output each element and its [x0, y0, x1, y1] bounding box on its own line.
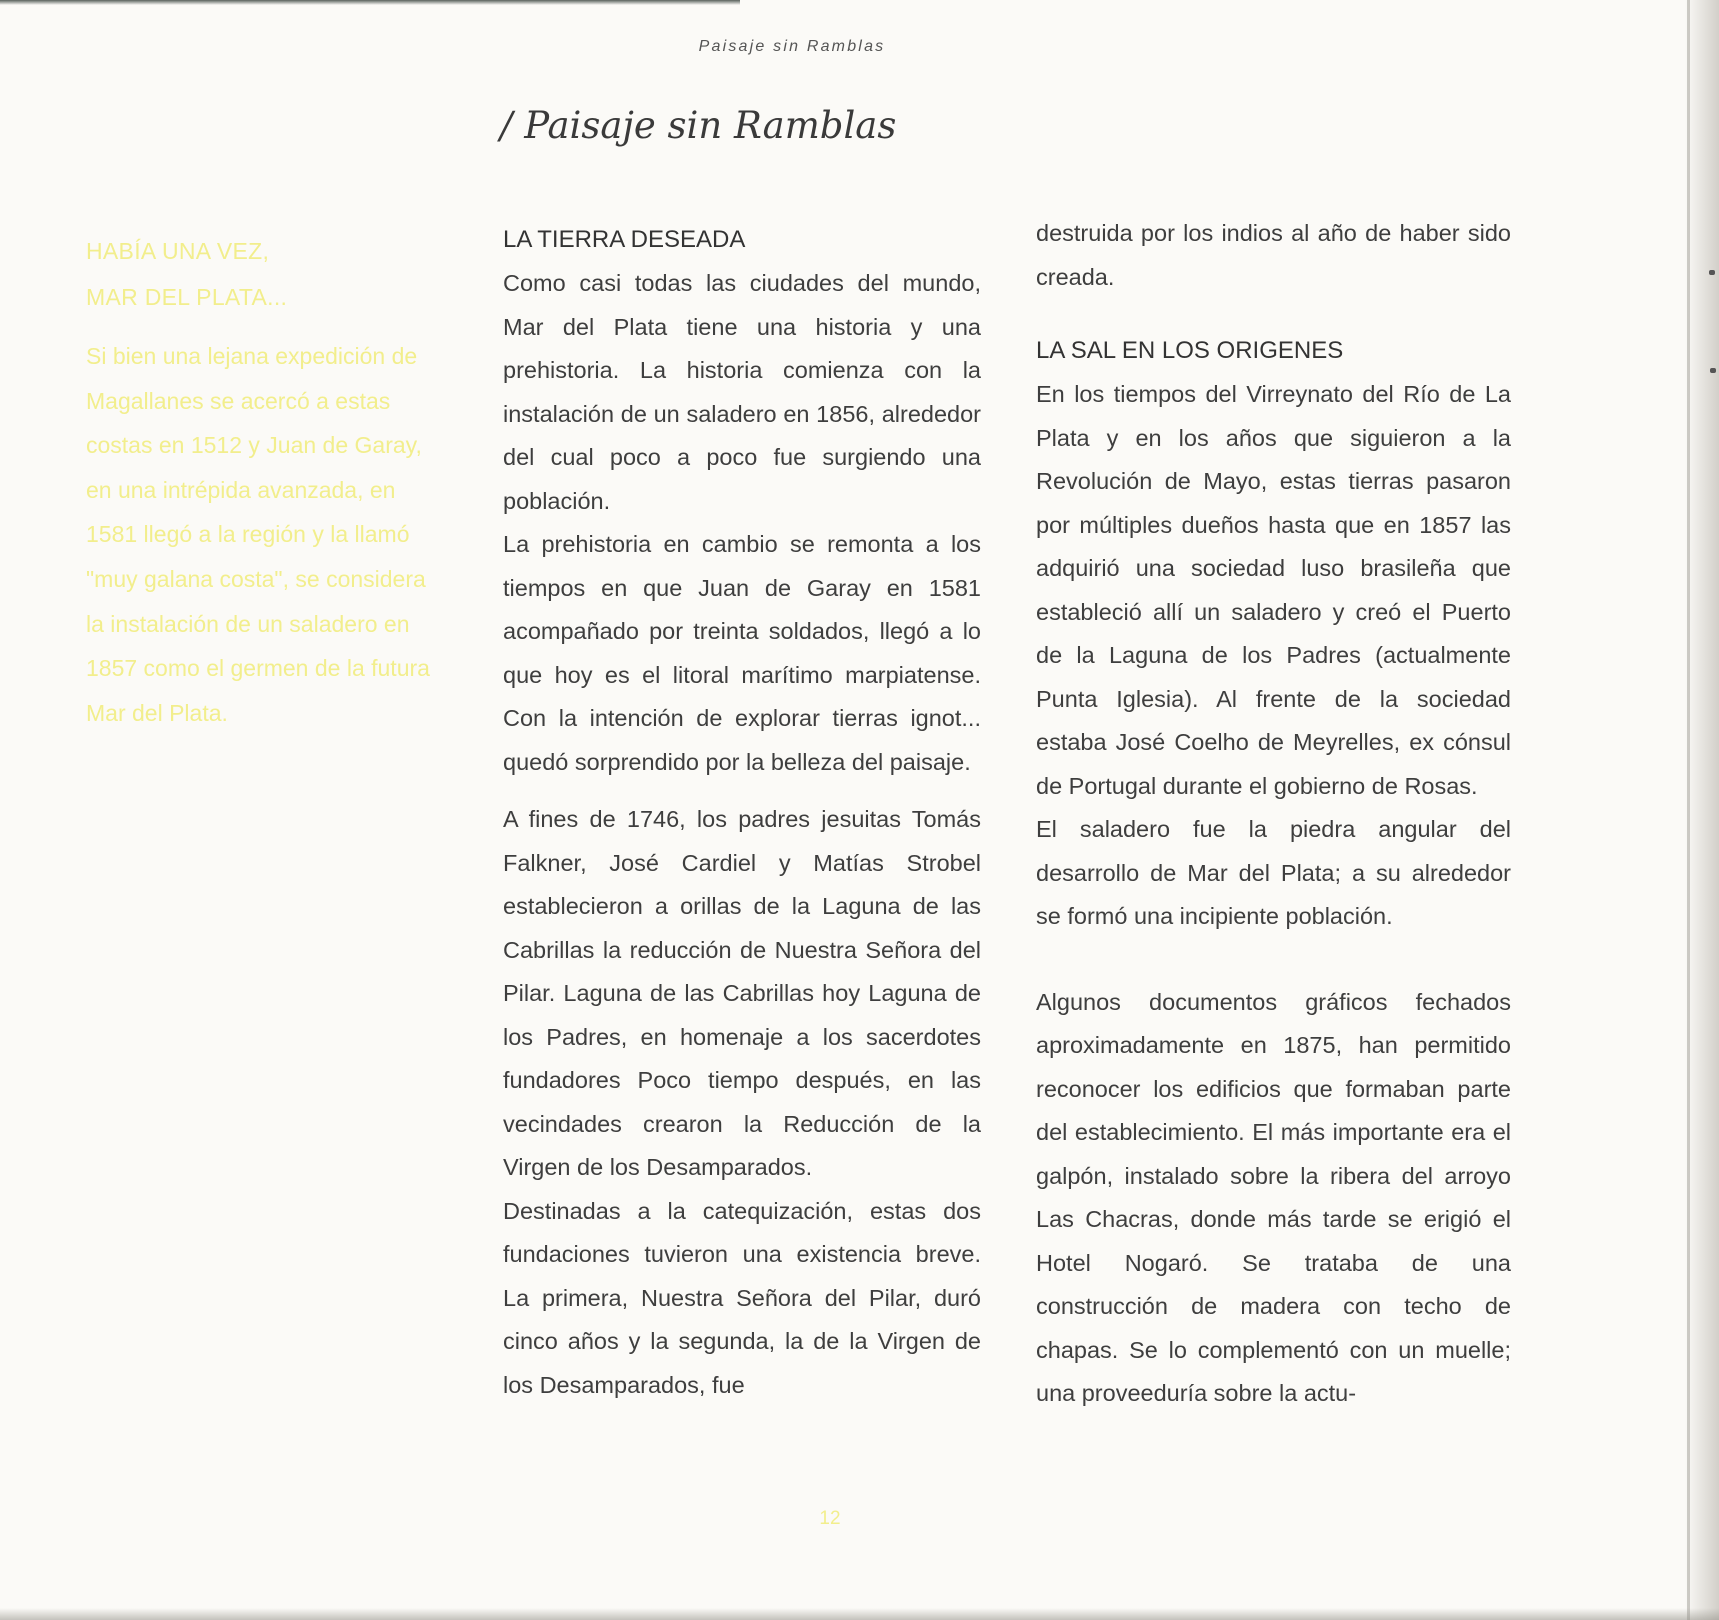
- page-bottom-shadow: [0, 1608, 1719, 1620]
- margin-mark: [1709, 270, 1715, 275]
- page-gutter-shadow: [1685, 0, 1719, 1620]
- paragraph-gap: [1036, 299, 1511, 329]
- page-title: / Paisaje sin Ramblas: [500, 104, 897, 147]
- paragraph: A fines de 1746, los padres jesuitas Tomás Falkner, José Cardiel y Matías Strobel establecieron a orillas de la Laguna de las Cabrillas la reducción de Nuestra Señora del Pilar. Laguna de las Cabrillas hoy Laguna de los Padres, en homenaje a los sacerdotes fundadores Poco tiempo después, en las vecindades crearon la Reducción de la Virgen de los Desamparados.: [503, 806, 981, 1180]
- sidebar-heading-line2: MAR DEL PLATA...: [86, 284, 288, 310]
- sidebar-heading-line1: HABÍA UNA VEZ,: [86, 238, 270, 264]
- running-head: Paisaje sin Ramblas: [698, 38, 886, 55]
- sidebar-heading: [86, 228, 446, 320]
- paragraph: En los tiempos del Virreynato del Río de La Plata y en los años que siguieron a la Revolución de Mayo, estas tierras pasaron por múltiples dueños hasta que en 1857 las adquirió una sociedad luso brasileña que estableció allí un saladero y creó el Puerto de la Laguna de los Padres (actualmente Punta Iglesia). Al frente de la sociedad estaba José Coelho de Meyrelles, ex cónsul de Portugal durante el gobierno de Rosas.: [1036, 381, 1511, 799]
- paragraph: Como casi todas las ciudades del mundo, Mar del Plata tiene una historia y una prehistoria. La historia comienza con la instalación de un saladero en 1856, alrededor del cual poco a poco fue surgiendo una población.: [503, 270, 981, 514]
- paragraph: El saladero fue la piedra angular del desarrollo de Mar del Plata; a su alrededor se formó una incipiente población.: [1036, 816, 1511, 929]
- margin-mark: [1710, 368, 1716, 373]
- paragraph: Algunos documentos gráficos fechados aproximadamente en 1875, han permitido reconocer los edificios que formaban parte del establecimiento. El más importante era el galpón, instalado sobre la ribera del arroyo Las Chacras, donde más tarde se erigió el Hotel Nogaró. Se trataba de una construcción de madera con techo de chapas. Se lo complementó con un muelle; una proveeduría sobre la actu-: [1036, 988, 1511, 1406]
- paragraph-gap: [1036, 939, 1511, 981]
- paragraph: Destinadas a la catequización, estas dos fundaciones tuvieron una existencia breve. La primera, Nuestra Señora del Pilar, duró cinco años y la segunda, la de la Virgen de los Desamparados, fue: [503, 1197, 981, 1398]
- paragraph-gap: [503, 784, 981, 798]
- sidebar-intro: [86, 228, 446, 735]
- sidebar-text: Si bien una lejana expedición de Magallanes se acercó a estas costas en 1512 y Juan de Garay, en una intrépida avanzada, en 1581 llegó a la región y la llamó "muy galana costa", se considera la instalación de un saladero en 1857 como el germen de la futura Mar del Plata.: [86, 343, 430, 726]
- text-column-left: [503, 218, 981, 1407]
- page-number: 12: [819, 1508, 841, 1529]
- paragraph: destruida por los indios al año de haber sido creada.: [1036, 220, 1511, 290]
- text-column-right: [1036, 212, 1511, 1416]
- section-heading-tierra-deseada: LA TIERRA DESEADA: [503, 226, 746, 253]
- page-edge-line: [1687, 0, 1690, 1620]
- section-heading-sal-origenes: LA SAL EN LOS ORIGENES: [1036, 337, 1344, 364]
- scan-top-shadow: [0, 0, 740, 5]
- paragraph: La prehistoria en cambio se remonta a los tiempos en que Juan de Garay en 1581 acompañado por treinta soldados, llegó a lo que hoy es el litoral marítimo marpiatense. Con la intención de explorar tierras ignot... quedó sorprendido por la belleza del paisaje.: [503, 531, 981, 775]
